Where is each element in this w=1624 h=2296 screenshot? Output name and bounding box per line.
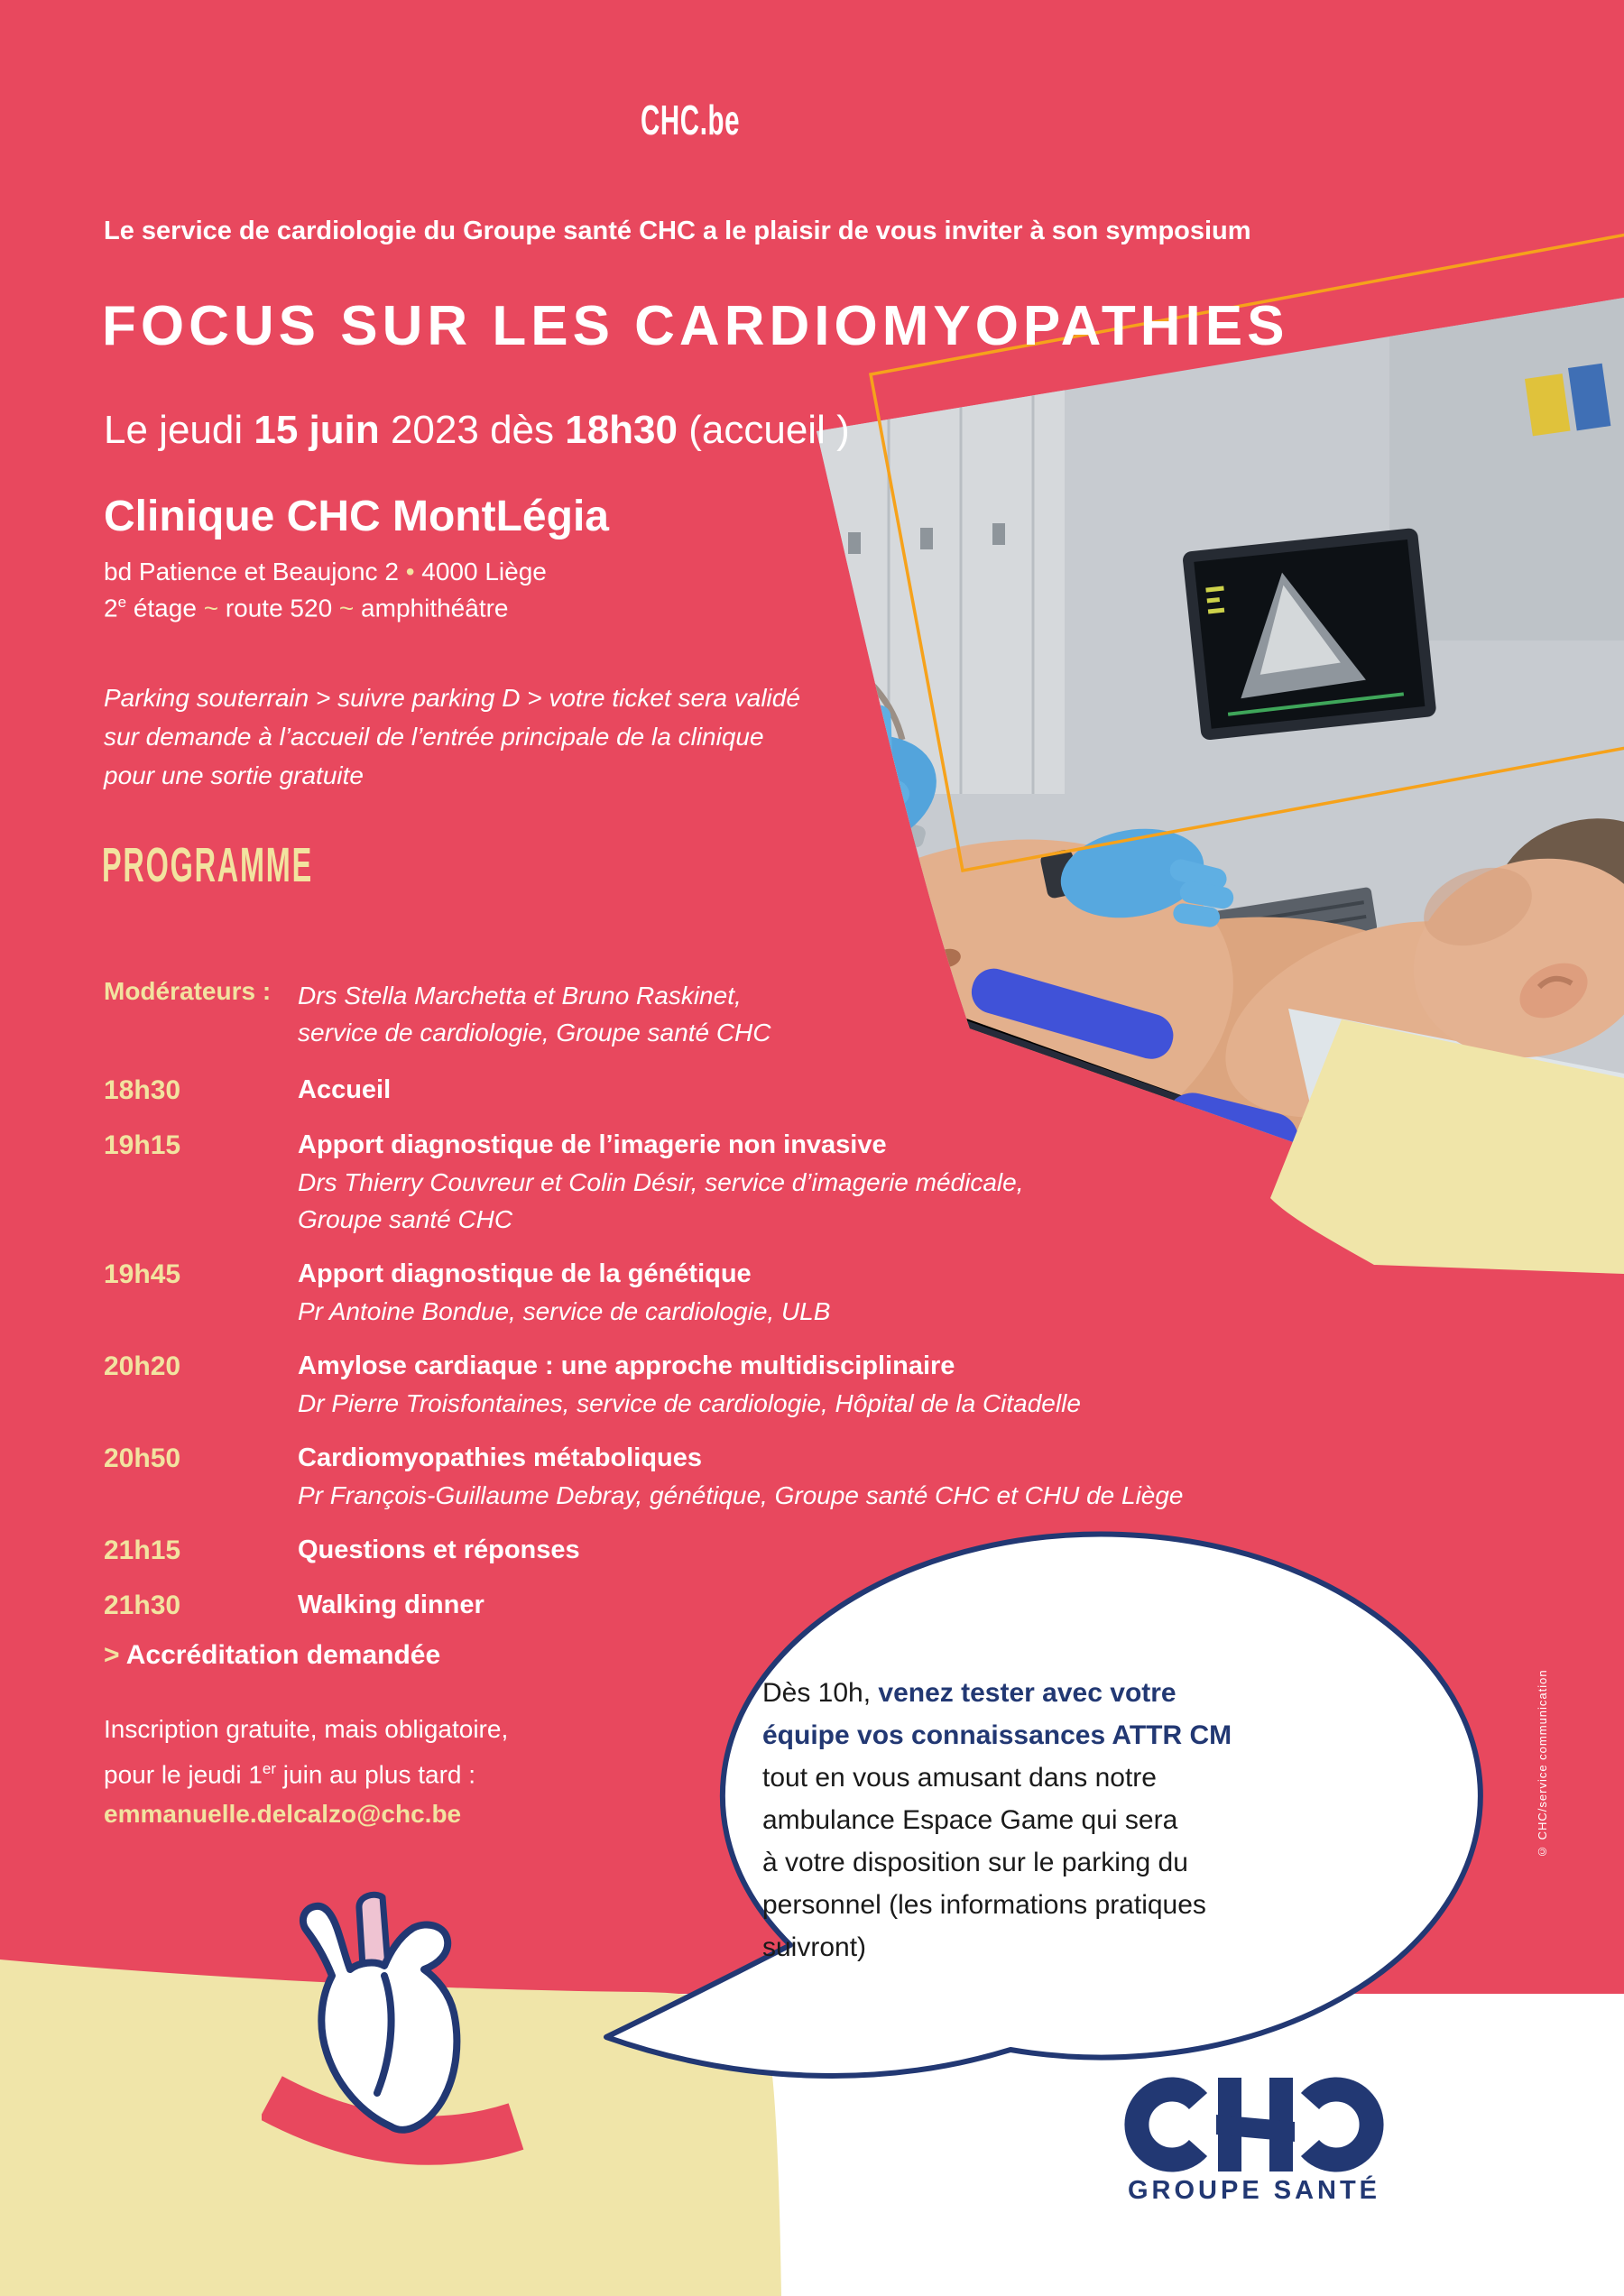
accreditation-note xyxy=(104,1640,440,1671)
date-hour: 18h30 xyxy=(565,408,678,452)
date-prefix: Le jeudi xyxy=(104,408,254,452)
event-date xyxy=(104,408,850,453)
programme-heading: PROGRAMME xyxy=(102,838,313,892)
intro-line: Le service de cardiologie du Groupe santé CHC a le plaisir de vous inviter à son symposium xyxy=(104,217,1251,245)
bubble-line: équipe vos connaissances ATTR CM xyxy=(762,1720,1232,1750)
moderators-line: Drs Stella Marchetta et Bruno Raskinet, xyxy=(298,982,742,1010)
accreditation-text: Accréditation demandée xyxy=(125,1640,441,1670)
session-speakers: Dr Pierre Troisfontaines, service de cardiologie, Hôpital de la Citadelle xyxy=(298,1389,1081,1417)
moderators xyxy=(104,977,770,1051)
session-speakers: Drs Thierry Couvreur et Colin Désir, service d’imagerie médicale, xyxy=(298,1168,1024,1196)
bubble-line: personnel (les informations pratiques xyxy=(762,1890,1206,1920)
session-time: 18h30 xyxy=(104,1075,181,1105)
programme-row xyxy=(104,1072,1184,1109)
parking-line: pour une sortie gratuite xyxy=(104,761,364,789)
date-suffix: (accueil ) xyxy=(678,408,850,452)
parking-info xyxy=(104,678,800,795)
session-speakers: Pr François-Guillaume Debray, génétique, Groupe santé CHC et CHU de Liège xyxy=(298,1481,1184,1509)
heart-illustration xyxy=(262,1881,532,2179)
registration-line: pour le jeudi 1er juin au plus tard : xyxy=(104,1760,476,1789)
bubble-line: à votre disposition sur le parking du xyxy=(762,1848,1188,1877)
session-time: 19h45 xyxy=(104,1259,181,1289)
session-time: 20h20 xyxy=(104,1351,181,1381)
programme-row xyxy=(104,1587,1184,1624)
page-title: FOCUS SUR LES CARDIOMYOPATHIES xyxy=(102,295,1289,357)
programme-row xyxy=(104,1440,1184,1514)
programme-row xyxy=(104,1256,1184,1330)
registration-info xyxy=(104,1710,508,1834)
session-time: 20h50 xyxy=(104,1443,181,1473)
session-title: Apport diagnostique de la génétique xyxy=(298,1259,752,1288)
photo-credit: © CHC/service communication xyxy=(1536,1669,1549,1858)
date-day: 15 juin xyxy=(254,408,380,452)
floor-sup: e xyxy=(117,594,127,611)
programme-row xyxy=(104,1348,1184,1422)
session-speakers: Groupe santé CHC xyxy=(298,1205,513,1233)
route-number: route 520 xyxy=(218,594,339,622)
bubble-line: suivront) xyxy=(762,1932,867,1962)
moderators-names xyxy=(298,977,770,1051)
address-city: 4000 Liège xyxy=(414,558,547,586)
floor-number: 2 xyxy=(104,594,118,622)
tilde-separator: ~ xyxy=(338,594,355,622)
site-logo-text: CHC.be xyxy=(641,97,741,143)
moderators-label: Modérateurs : xyxy=(104,977,272,1005)
chevron-icon: > xyxy=(104,1640,126,1670)
tilde-separator: ~ xyxy=(203,594,219,622)
moderators-line: service de cardiologie, Groupe santé CHC xyxy=(298,1019,771,1047)
address-line-1 xyxy=(104,558,547,586)
parking-line: sur demande à l’accueil de l’entrée principale de la clinique xyxy=(104,723,764,751)
parking-line: Parking souterrain > suivre parking D > votre ticket sera validé xyxy=(104,684,800,712)
bubble-line: tout en vous amusant dans notre xyxy=(762,1763,1157,1793)
floor-word: étage xyxy=(126,594,204,622)
bubble-line: Dès 10h, venez tester avec votre xyxy=(762,1678,1176,1708)
session-title: Apport diagnostique de l’imagerie non invasive xyxy=(298,1130,887,1159)
bullet-separator: • xyxy=(405,558,415,586)
bubble-line: ambulance Espace Game qui sera xyxy=(762,1805,1178,1835)
registration-email: emmanuelle.delcalzo@chc.be xyxy=(104,1800,462,1829)
date-mid: 2023 dès xyxy=(379,408,566,452)
venue-name: Clinique CHC MontLégia xyxy=(104,493,609,540)
session-time: 21h30 xyxy=(104,1591,181,1620)
session-title: Accueil xyxy=(298,1075,392,1104)
session-speakers: Pr Antoine Bondue, service de cardiologie, ULB xyxy=(298,1297,831,1325)
address-street: bd Patience et Beaujonc 2 xyxy=(104,558,406,586)
session-title: Questions et réponses xyxy=(298,1535,580,1564)
ultrasound-monitor xyxy=(1182,528,1437,741)
address-line-2 xyxy=(104,594,509,622)
programme-row xyxy=(104,1127,1184,1238)
session-title: Walking dinner xyxy=(298,1591,484,1619)
session-title: Cardiomyopathies métaboliques xyxy=(298,1443,702,1472)
programme-schedule xyxy=(104,1072,1184,1642)
chc-logo xyxy=(1123,2075,1385,2179)
heart-aorta xyxy=(359,1895,388,1967)
programme-row xyxy=(104,1532,1184,1569)
session-time: 19h15 xyxy=(104,1130,181,1160)
registration-line: Inscription gratuite, mais obligatoire, xyxy=(104,1715,509,1743)
chc-logo-subtext: GROUPE SANTÉ xyxy=(1127,2176,1381,2205)
session-title: Amylose cardiaque : une approche multidisciplinaire xyxy=(298,1351,955,1380)
session-time: 21h15 xyxy=(104,1535,181,1565)
bubble-text xyxy=(762,1672,1358,1969)
room-word: amphithéâtre xyxy=(354,594,509,622)
